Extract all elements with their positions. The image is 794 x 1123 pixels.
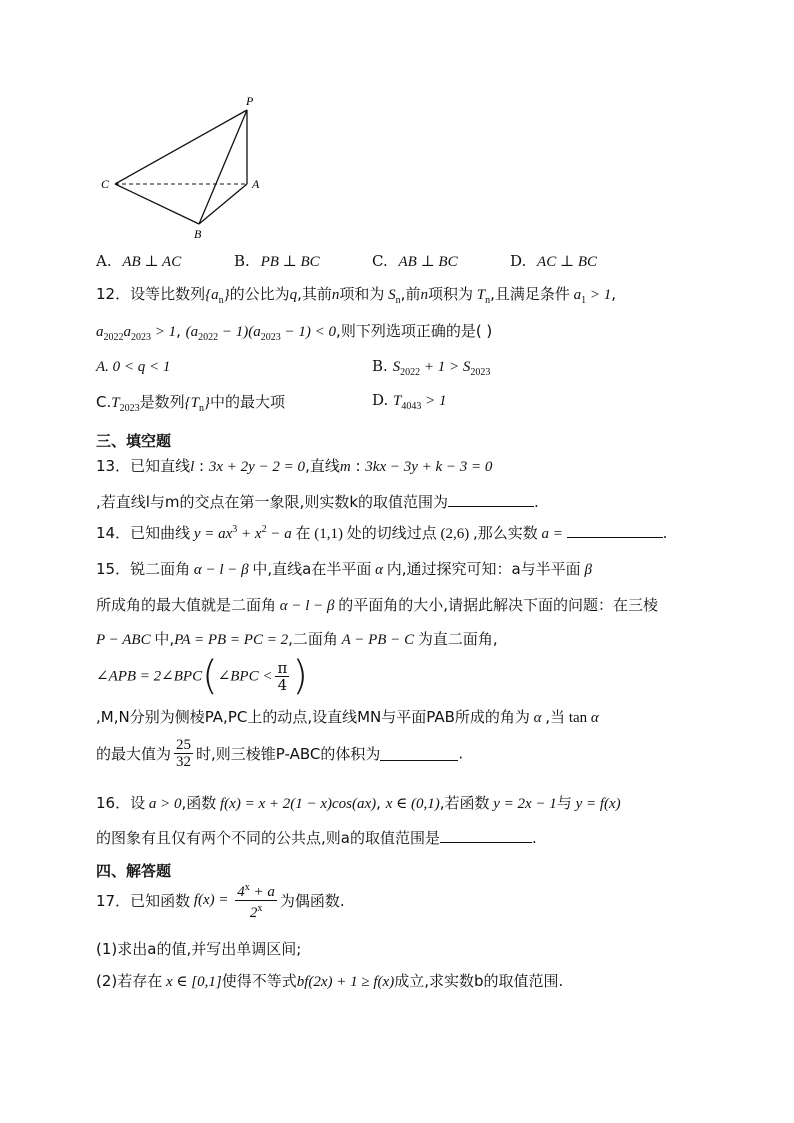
q11-option-b: B. PB ⊥ BC [234,252,320,270]
q17-part1: (1)求出a的值,并写出单调区间; [96,940,302,958]
q17-part2: (2)若存在 x ∈ [0,1]使得不等式bf(2x) + 1 ≥ f(x)成立,求实数b的取值范围. [96,972,564,990]
q15-line3: P − ABC 中,PA = PB = PC = 2,二面角 A − PB − C 为直二面角, [96,630,498,648]
edge-CB [115,184,199,224]
q14-answer-blank[interactable] [567,523,663,538]
q17-line1: 17．已知函数 f(x) = $\frac{4^x + a}{2^x}$ 为偶函数. [96,882,345,921]
q15-line2: 所成角的最大值就是二面角 α − l − β 的平面角的大小,请据此解决下面的问题：在三棱 [96,596,659,614]
section4-title: 四、解答题 [96,862,172,880]
pyramid-figure [95,92,275,242]
label-A: A [252,177,260,191]
q16-answer-blank[interactable] [440,828,532,843]
edge-PB [199,110,247,224]
q11-option-a: A. AB ⊥ AC [96,252,182,270]
label-C: C [101,177,110,191]
q16-line1: 16．设 a > 0,函数 f(x) = x + 2(1 − x)cos(ax), x ∈ (0,1),若函数 y = 2x − 1与 y = f(x) [96,794,621,812]
q12-option-c: $C.T_{2023}$是数列$\{T_n\}$中的最大项 [96,393,285,414]
q15-answer-blank[interactable] [380,746,458,761]
q12-line2: $a_{2022}a_{2023} > 1$, $(a_{2022} - 1)(a_{2023} - 1) < 0$,则下列选项正确的是( ) [96,322,493,343]
q13-line2: ,若直线l与m的交点在第一象限,则实数k的取值范围为 . [96,493,539,511]
q12-option-d: D. $T_{4043} > 1$ [372,391,447,412]
label-B: B [194,227,202,241]
q12-line1: 12．设等比数列$\{a_n\}$的公比为q,其前n项和为 $S_n$,前n项积为 $T_n$,且满足条件 $a_1 > 1$, [96,285,616,306]
q12-option-b: B. $S_{2022} + 1 > S_{2023}$ [372,357,491,378]
edge-PC [115,110,247,184]
label-P: P [246,94,254,108]
section3-title: 三、填空题 [96,432,172,450]
q11-option-d: D. AC ⊥ BC [510,252,597,270]
edge-AB [199,184,247,224]
q13-answer-blank[interactable] [448,492,534,507]
q16-line2: 的图象有且仅有两个不同的公共点,则a的取值范围是 . [96,829,537,847]
q15-line5: ,M,N分别为侧棱PA,PC上的动点,设直线MN与平面PAB所成的角为 α ,当 tan α [96,708,599,726]
q15-line6: 的最大值为 $\frac{25}{32}$ 时,则三棱锥P-ABC的体积为 . [96,737,464,770]
q12-option-a: A. 0 < q < 1 [96,359,171,375]
q13-line1: 13．已知直线l : 3x + 2y − 2 = 0,直线m : 3kx − 3y + k − 3 = 0 [96,457,493,475]
q15-line4: ∠APB = 2∠BPC(∠BPC < $\frac{\pi}{4}$ ) [96,653,308,699]
q15-line1: 15．锐二面角 α − l − β 中,直线a在半平面 α 内,通过探究可知：a与半平面 β [96,560,592,578]
q14-line: 14．已知曲线 $y = ax^3 + x^2 - a$ 在 (1,1) 处的切线过点 (2,6) ,那么实数 a = . [96,524,668,542]
q11-option-c: C. AB ⊥ BC [372,252,458,270]
